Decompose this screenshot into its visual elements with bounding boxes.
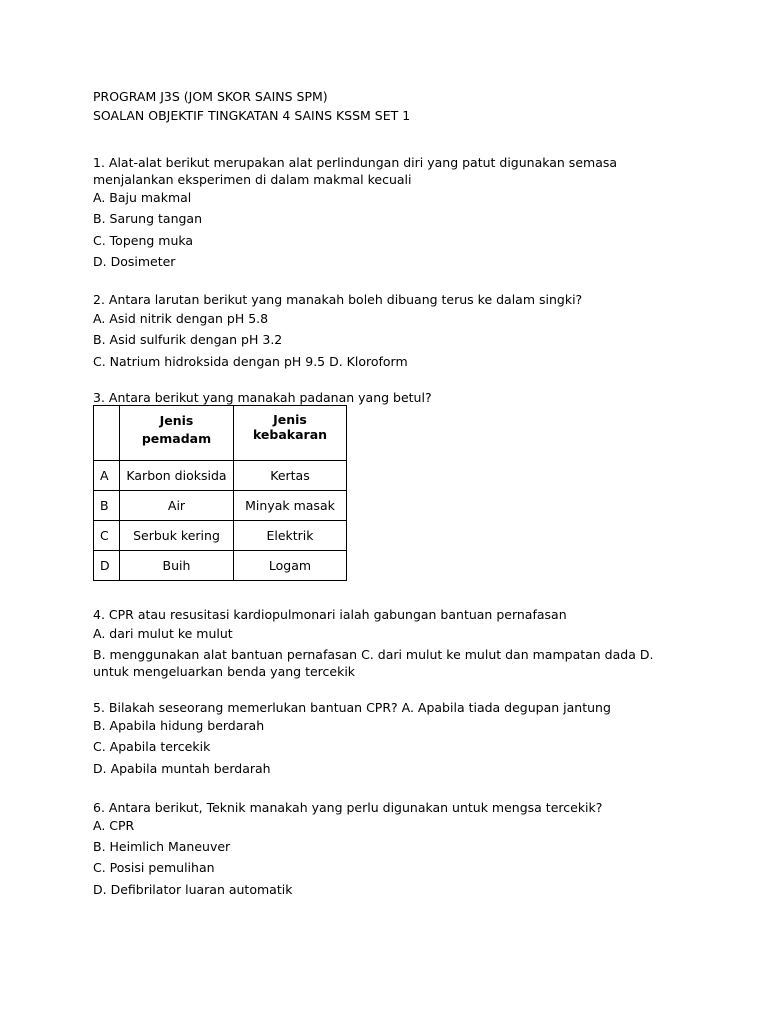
table-cell-kebakaran: Logam [234,551,347,581]
table-header-pemadam [120,406,234,461]
table-row [94,521,347,551]
q4-options-bcd-line-1: B. menggunakan alat bantuan pernafasan C. dari mulut ke mulut dan mampatan dada D. [93,647,654,662]
q6-option-a: A. CPR [93,818,135,833]
q1-stem-line-1: 1. Alat-alat berikut merupakan alat perlindungan diri yang patut digunakan semasa [93,155,618,170]
header-line-1: PROGRAM J3S (JOM SKOR SAINS SPM) [93,89,328,104]
q5-option-b: B. Apabila hidung berdarah [93,718,265,733]
table-header-kebakaran: Jenis kebakaran [234,406,347,461]
q4-option-a: A. dari mulut ke mulut [93,626,233,641]
q2-option-a: A. Asid nitrik dengan pH 5.8 [93,311,269,326]
table-header-pemadam-line-2: pemadam [141,431,212,446]
q6-option-c: C. Posisi pemulihan [93,860,215,875]
table-row [94,491,347,521]
q5-stem-option-a: 5. Bilakah seseorang memerlukan bantuan CPR? A. Apabila tiada degupan jantung [93,700,611,715]
table-header-empty [94,406,120,461]
q6-option-b: B. Heimlich Maneuver [93,839,231,854]
q6-stem: 6. Antara berikut, Teknik manakah yang perlu digunakan untuk mengsa tercekik? [93,800,603,815]
q1-option-b: B. Sarung tangan [93,211,203,226]
table-cell-pemadam: Air [120,491,234,521]
table-row [94,461,347,491]
q2-option-cd: C. Natrium hidroksida dengan pH 9.5 D. Kloroform [93,354,408,369]
q2-stem: 2. Antara larutan berikut yang manakah boleh dibuang terus ke dalam singki? [93,292,583,307]
q1-option-c: C. Topeng muka [93,233,194,248]
q3-stem: 3. Antara berikut yang manakah padanan yang betul? [93,390,432,405]
q1-option-d: D. Dosimeter [93,254,176,269]
table-row-letter: D [94,551,120,581]
q4-stem: 4. CPR atau resusitasi kardiopulmonari ialah gabungan bantuan pernafasan [93,607,567,622]
table-header-row [94,406,347,461]
table-row-letter: A [94,461,120,491]
q1-option-a: A. Baju makmal [93,190,192,205]
table-cell-pemadam: Buih [120,551,234,581]
q3-answer-table [93,405,347,581]
table-cell-kebakaran: Kertas [234,461,347,491]
q6-option-d: D. Defibrilator luaran automatik [93,882,293,897]
q2-option-b: B. Asid sulfurik dengan pH 3.2 [93,332,283,347]
q4-options-bcd-line-2: untuk mengeluarkan benda yang tercekik [93,664,356,679]
table-header-pemadam-line-1: Jenis [159,413,194,428]
table-cell-kebakaran: Minyak masak [234,491,347,521]
table-cell-pemadam: Karbon dioksida [120,461,234,491]
header-line-2: SOALAN OBJEKTIF TINGKATAN 4 SAINS KSSM SET 1 [93,108,411,123]
q5-option-d: D. Apabila muntah berdarah [93,761,271,776]
q1-stem-line-2: menjalankan eksperimen di dalam makmal kecuali [93,172,412,187]
q5-option-c: C. Apabila tercekik [93,739,211,754]
table-cell-kebakaran: Elektrik [234,521,347,551]
table-cell-pemadam: Serbuk kering [120,521,234,551]
table-row-letter: C [94,521,120,551]
table-row [94,551,347,581]
table-row-letter: B [94,491,120,521]
